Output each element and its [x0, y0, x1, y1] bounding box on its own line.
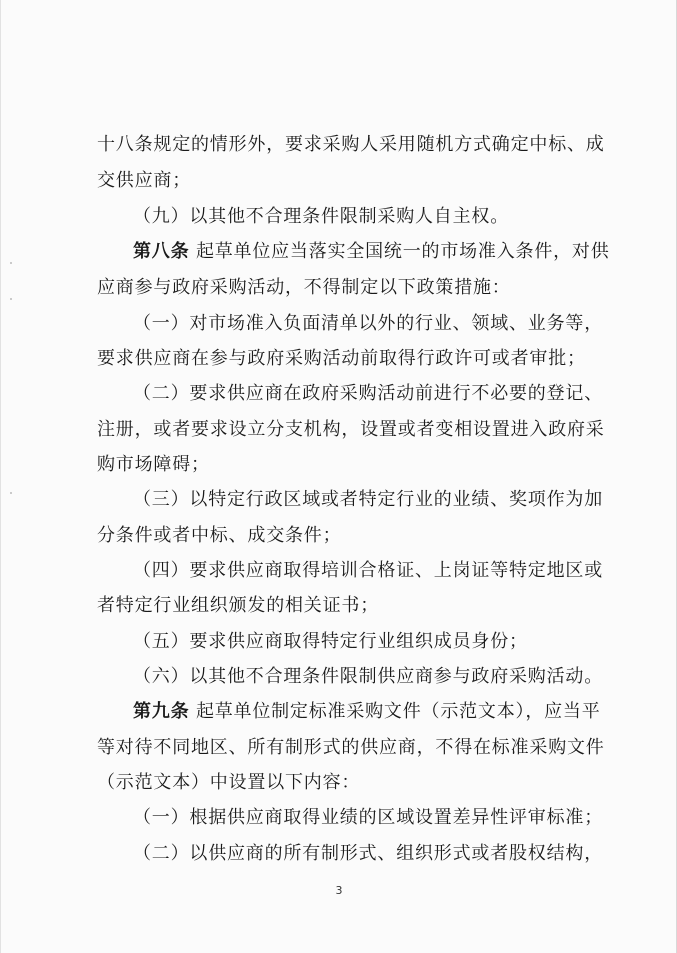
- text-line: 等对待不同地区、所有制形式的供应商，不得在标准采购文件: [97, 737, 605, 758]
- scan-speck: [10, 262, 12, 264]
- article-9-heading: 第九条: [133, 701, 190, 722]
- article-9-first-line: 第九条 起草单位制定标准采购文件（示范文本），应当平: [133, 701, 601, 722]
- text-line: 分条件或者中标、成交条件；: [97, 525, 342, 546]
- text-line: （九）以其他不合理条件限制采购人自主权。: [133, 206, 509, 227]
- text-line: （六）以其他不合理条件限制供应商参与政府采购活动。: [133, 666, 603, 687]
- text-line: 要求供应商在参与政府采购活动前取得行政许可或者审批；: [97, 348, 586, 369]
- text-line: （二）以供应商的所有制形式、组织形式或者股权结构，: [133, 843, 603, 864]
- text-line: 者特定行业组织颁发的相关证书；: [97, 595, 379, 616]
- text-line: （四）要求供应商取得培训合格证、上岗证等特定地区或: [133, 560, 603, 581]
- page-number: 3: [335, 884, 343, 897]
- text-line: （一）根据供应商取得业绩的区域设置差异性评审标准；: [133, 807, 603, 828]
- article-8-heading: 第八条: [133, 241, 190, 262]
- text-line: 购市场障碍；: [97, 454, 210, 475]
- text-line: （五）要求供应商取得特定行业组织成员身份；: [133, 631, 528, 652]
- text-line: （一）对市场准入负面清单以外的行业、领域、业务等，: [133, 313, 603, 334]
- text-line: （示范文本）中设置以下内容：: [97, 772, 361, 793]
- text-line: 十八条规定的情形外，要求采购人采用随机方式确定中标、成: [97, 134, 605, 155]
- text-line: （三）以特定行政区域或者特定行业的业绩、奖项作为加: [133, 489, 603, 510]
- text-line: 应商参与政府采购活动，不得制定以下政策措施：: [97, 277, 511, 298]
- scan-speck: [10, 492, 12, 494]
- scan-speck: [10, 298, 12, 300]
- text-line: 交供应商；: [97, 170, 191, 191]
- text-line: 注册，或者要求设立分支机构，设置或者变相设置进入政府采: [97, 419, 605, 440]
- article-8-first-line: 第八条 起草单位应当落实全国统一的市场准入条件，对供: [133, 241, 610, 262]
- text-line: （二）要求供应商在政府采购活动前进行不必要的登记、: [133, 383, 603, 404]
